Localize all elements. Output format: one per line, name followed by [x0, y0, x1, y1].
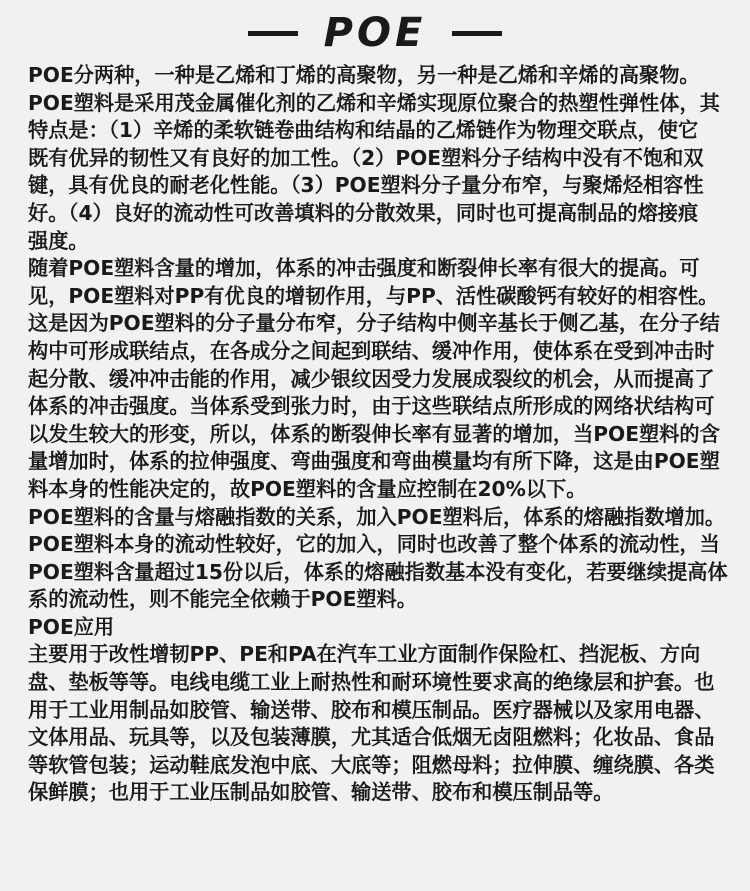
text-line: POE塑料含量超过15份以后，体系的熔融指数基本没有变化，若要继续提高体	[28, 559, 728, 584]
text-line: 以发生较大的形变，所以，体系的断裂伸长率有显著的增加，当POE塑料的含	[28, 421, 720, 446]
text-line: 料本身的性能决定的，故POE塑料的含量应控制在20%以下。	[28, 476, 587, 501]
text-line: 文体用品、玩具等，以及包装薄膜，尤其适合低烟无卤阻燃料；化妆品、食品	[28, 725, 715, 750]
text-line: POE分两种，一种是乙烯和丁烯的高聚物，另一种是乙烯和辛烯的高聚物。	[28, 63, 700, 87]
article-body	[28, 62, 728, 807]
text-line: 既有优异的韧性又有良好的加工性。（2）POE塑料分子结构中没有不饱和双	[28, 145, 704, 170]
text-line: 好。（4）良好的流动性可改善填料的分散效果，同时也可提高制品的熔接痕	[28, 200, 699, 225]
text-line: POE塑料是采用茂金属催化剂的乙烯和辛烯实现原位聚合的热塑性弹性体，其	[28, 90, 720, 115]
text-line: 用于工业用制品如胶管、输送带、胶布和模压制品。医疗器械以及家用电器、	[28, 697, 715, 722]
text-line: 特点是：（1）辛烯的柔软链卷曲结构和结晶的乙烯链作为物理交联点，使它	[28, 118, 699, 143]
page-header	[0, 8, 750, 58]
title-right-dash	[452, 31, 502, 36]
text-line: 等软管包装；运动鞋底发泡中底、大底等；阻燃母料；拉伸膜、缠绕膜、各类	[28, 752, 715, 777]
text-line: 体系的冲击强度。当体系受到张力时，由于这些联结点所形成的网络状结构可	[28, 394, 715, 419]
text-line: 强度。	[28, 228, 89, 253]
text-line: 这是因为POE塑料的分子量分布窄，分子结构中侧辛基长于侧乙基，在分子结	[28, 311, 720, 336]
page-title: POE	[323, 10, 427, 56]
text-line: 构中可形成联结点，在各成分之间起到联结、缓冲作用，使体系在受到冲击时	[28, 338, 715, 363]
text-line: 随着POE塑料含量的增加，体系的冲击强度和断裂伸长率有很大的提高。可	[28, 256, 700, 281]
text-line: 系的流动性，则不能完全依赖于POE塑料。	[28, 587, 417, 612]
text-line: 量增加时，体系的拉伸强度、弯曲强度和弯曲模量均有所下降，这是由POE塑	[28, 449, 720, 474]
text-line: 主要用于改性增韧PP、PE和PA在汽车工业方面制作保险杠、挡泥板、方向	[28, 642, 701, 667]
text-line: 见，POE塑料对PP有优良的增韧作用，与PP、活性碳酸钙有较好的相容性。	[28, 283, 719, 308]
text-line: 键，具有优良的耐老化性能。（3）POE塑料分子量分布窄，与聚烯烃相容性	[28, 173, 704, 198]
title-left-dash	[248, 31, 298, 36]
text-line: POE应用	[28, 614, 115, 639]
text-line: 起分散、缓冲冲击能的作用，减少银纹因受力发展成裂纹的机会，从而提高了	[28, 366, 715, 391]
text-line: 保鲜膜；也用于工业压制品如胶管、输送带、胶布和模压制品等。	[28, 780, 614, 805]
text-line: POE塑料的含量与熔融指数的关系，加入POE塑料后，体系的熔融指数增加。	[28, 504, 726, 529]
text-line: POE塑料本身的流动性较好，它的加入，同时也改善了整个体系的流动性，当	[28, 532, 720, 557]
text-line: 盘、垫板等等。电线电缆工业上耐热性和耐环境性要求高的绝缘层和护套。也	[28, 670, 715, 695]
